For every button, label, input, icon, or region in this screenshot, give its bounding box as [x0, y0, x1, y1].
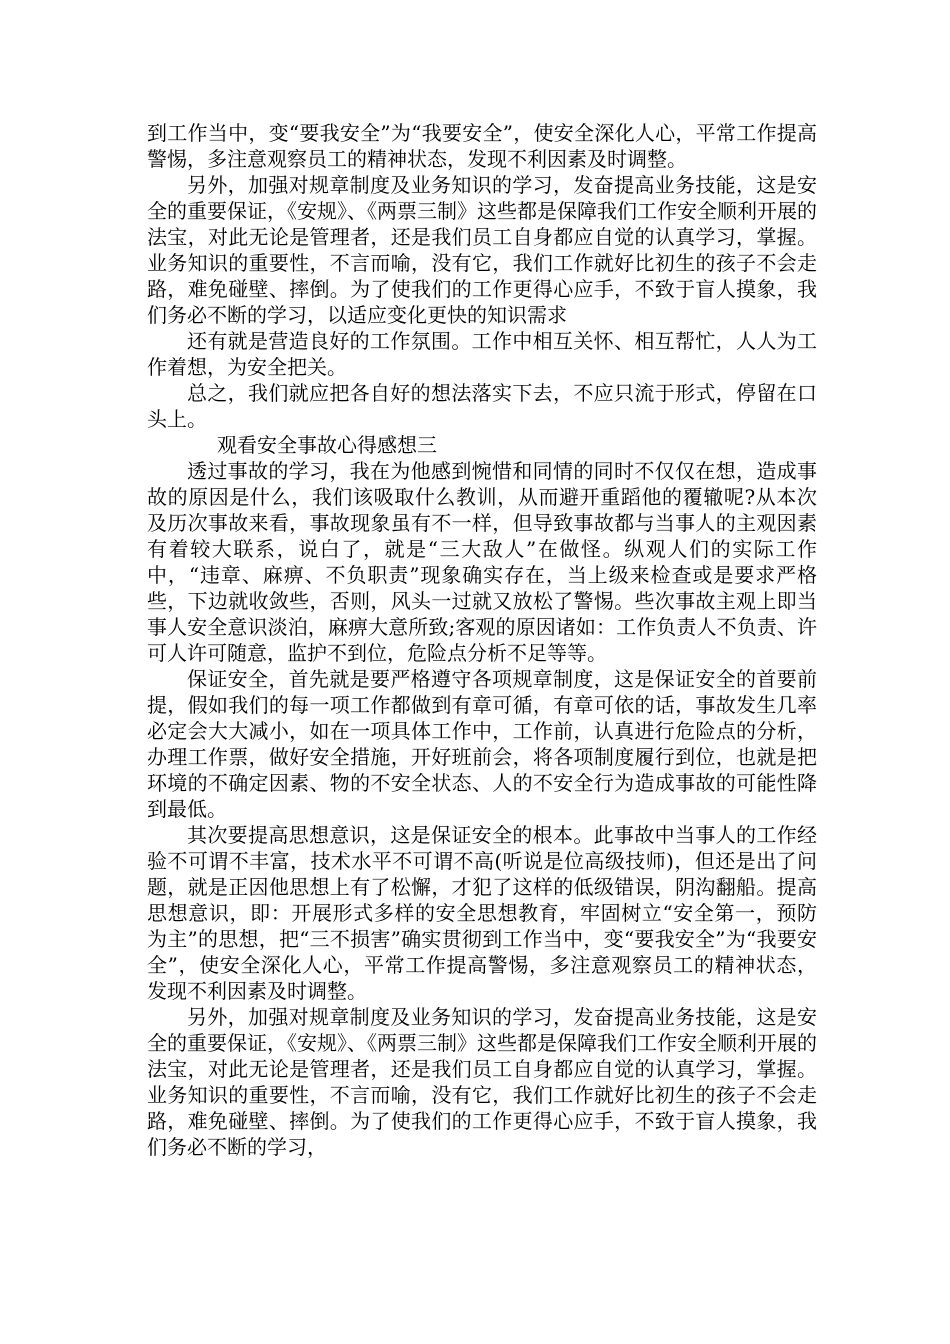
section-heading: 观看安全事故心得感想三 [217, 433, 437, 457]
paragraph-atmosphere: 还有就是营造良好的工作氛围。工作中相互关怀、相互帮忙，人人为工作着想，为安全把关。 [147, 329, 817, 379]
paragraph-study-rules-repeat: 另外，加强对规章制度及业务知识的学习，发奋提高业务技能，这是安全的重要保证，《安规》、《两票三制》这些都是保障我们工作安全顺利开展的法宝，对此无论是管理者，还是我们员工自身都应自觉的认真学习，掌握。业务知识的重要性，不言而喻，没有它，我们工作就好比初生的孩子不会走路，难免碰壁、摔倒。为了使我们的工作更得心应手，不致于盲人摸象，我们务必不断的学习， [147, 1005, 817, 1159]
document-page [147, 120, 817, 1160]
paragraph-accident-study: 透过事故的学习，我在为他感到惋惜和同情的同时不仅仅在想，造成事故的原因是什么，我们该吸取什么教训，从而避开重蹈他的覆辙呢?从本次及历次事故来看，事故现象虽有不一样，但导致事故都与当事人的主观因素有着较大联系，说白了，就是“三大敌人”在做怪。纵观人们的实际工作中，“违章、麻痹、不负职责”现象确实存在，当上级来检查或是要求严格些，下边就收敛些，否则，风头一过就又放松了警惕。些次事故主观上即当事人安全意识淡泊，麻痹大意所致;客观的原因诸如：工作负责人不负责、许可人许可随意，监护不到位，危险点分析不足等等。 [147, 459, 817, 665]
paragraph-raise-awareness: 其次要提高思想意识，这是保证安全的根本。此事故中当事人的工作经验不可谓不丰富，技术水平不可谓不高(听说是位高级技师)，但还是出了问题，就是正因他思想上有了松懈，才犯了这样的低级错误，阴沟翻船。提高思想意识，即：开展形式多样的安全思想教育，牢固树立“安全第一，预防为主”的思想，把“三不损害”确实贯彻到工作当中，变“要我安全”为“我要安全”，使安全深化人心，平常工作提高警惕，多注意观察员工的精神状态，发现不利因素及时调整。 [147, 823, 817, 1003]
paragraph-summary: 总之，我们就应把各自好的想法落实下去，不应只流于形式，停留在口头上。 [147, 381, 817, 431]
paragraph-continued: 到工作当中，变“要我安全”为“我要安全”，使安全深化人心，平常工作提高警惕，多注意观察员工的精神状态，发现不利因素及时调整。 [147, 121, 817, 171]
paragraph-ensure-safety: 保证安全，首先就是要严格遵守各项规章制度，这是保证安全的首要前提，假如我们的每一项工作都做到有章可循，有章可依的话，事故发生几率必定会大大减小，如在一项具体工作中，工作前，认真进行危险点的分析，办理工作票，做好安全措施，开好班前会，将各项制度履行到位，也就是把环境的不确定因素、物的不安全状态、人的不安全行为造成事故的可能性降到最低。 [147, 667, 817, 821]
paragraph-study-rules: 另外，加强对规章制度及业务知识的学习，发奋提高业务技能，这是安全的重要保证，《安规》、《两票三制》这些都是保障我们工作安全顺利开展的法宝，对此无论是管理者，还是我们员工自身都应自觉的认真学习，掌握。业务知识的重要性，不言而喻，没有它，我们工作就好比初生的孩子不会走路，难免碰壁、摔倒。为了使我们的工作更得心应手，不致于盲人摸象，我们务必不断的学习，以适应变化更快的知识需求 [147, 173, 817, 327]
